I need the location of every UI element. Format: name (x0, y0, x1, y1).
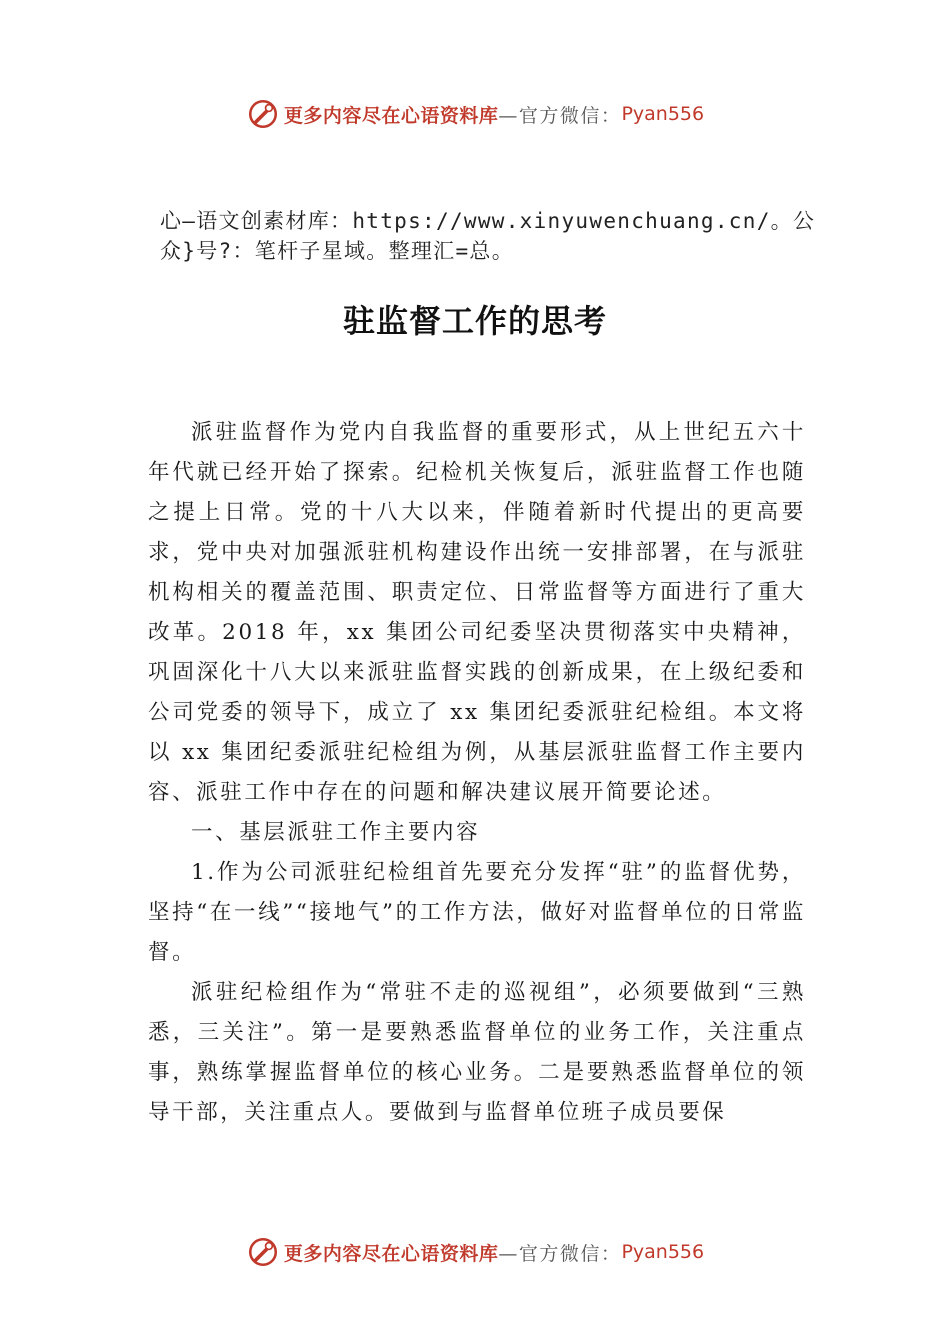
section-heading: 一、基层派驻工作主要内容 (191, 820, 481, 845)
banner-text: 更多内容尽在心语资料库 (283, 1242, 499, 1265)
paragraph: 派驻纪检组作为“常驻不走的巡视组”，必须要做到“三熟悉，三关注”。第一是要熟悉监督单位的业务工作，关注重点事，熟练掌握监督单位的核心业务。二是要熟悉监督单位的领导干部，关注重点人。要做到与监督单位班子成员要保 (148, 980, 806, 1125)
banner-text: 更多内容尽在心语资料库 (283, 104, 499, 127)
header-banner (0, 94, 950, 134)
banner-text-rest: —官方微信： (498, 104, 622, 127)
source-line: 心—语文创素材库：https://www.xinyuwenchuang.cn/。公众}号?：笔杆子星域。整理汇=总。 (160, 209, 816, 263)
document-body (148, 413, 806, 1133)
document-title: 驻监督工作的思考 (342, 302, 607, 340)
wechat-id: Pyan556 (621, 1241, 705, 1263)
brush-logo-icon (246, 1235, 280, 1269)
paragraph: 1.作为公司派驻纪检组首先要充分发挥“驻”的监督优势，坚持“在一线”“接地气”的工作方法，做好对监督单位的日常监督。 (148, 860, 806, 965)
footer-banner (0, 1232, 950, 1272)
brush-logo-icon (246, 97, 280, 131)
banner-text-rest: —官方微信： (498, 1242, 622, 1265)
wechat-id: Pyan556 (621, 103, 705, 125)
paragraph: 派驻监督作为党内自我监督的重要形式，从上世纪五六十年代就已经开始了探索。纪检机关恢复后，派驻监督工作也随之提上日常。党的十八大以来，伴随着新时代提出的更高要求，党中央对加强派驻机构建设作出统一安排部署，在与派驻机构相关的覆盖范围、职责定位、日常监督等方面进行了重大改革。2018 年，xx 集团公司纪委坚决贯彻落实中央精神，巩固深化十八大以来派驻监督实践的创新成果，在上级纪委和公司党委的领导下，成立了 xx 集团纪委派驻纪检组。本文将以 xx 集团纪委派驻纪检组为例，从基层派驻监督工作主要内容、派驻工作中存在的问题和解决建议展开简要论述。 (148, 420, 806, 805)
